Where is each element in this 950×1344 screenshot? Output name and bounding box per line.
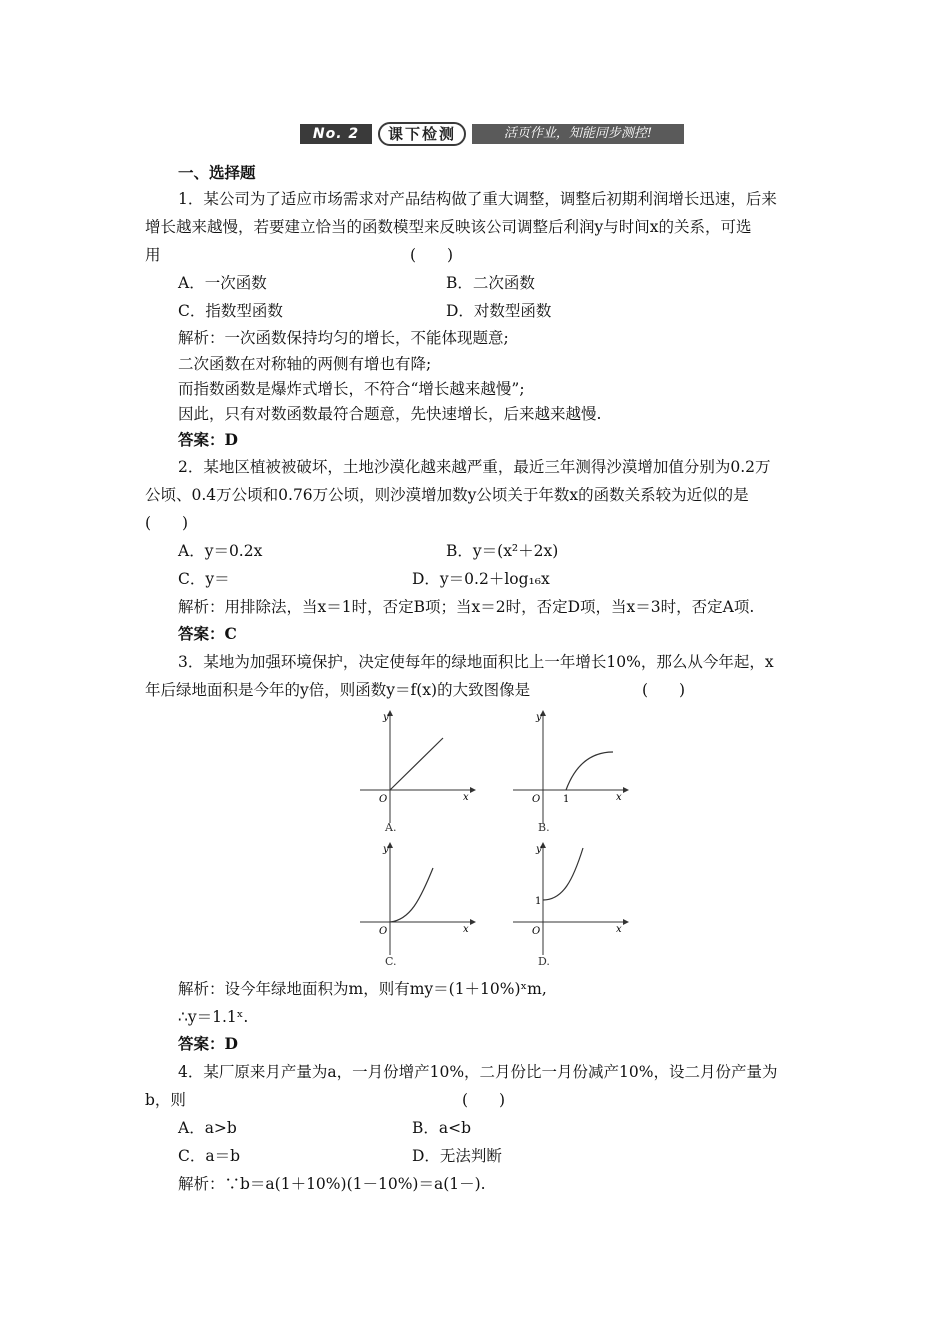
graph-b-tick-1: 1 [563,794,570,805]
q2-option-b: B．y＝(x²＋2x) [446,542,559,560]
q1-option-c: C．指数型函数 [178,302,283,320]
q4-stem-1: 4．某厂原来月产量为a，一月份增产10%，二月份比一月份减产10%，设二月份产量为 [178,1063,778,1081]
q1-analysis-1: 解析：一次函数保持均匀的增长，不能体现题意; [178,329,509,347]
graph-c-x-label: x [463,924,469,935]
graph-d-origin: O [532,926,541,937]
q3-answer-paren: ( ) [642,681,686,699]
graph-a-y-label: y [383,712,389,723]
q3-stem-1: 3．某地为加强环境保护，决定使每年的绿地面积比上一年增长10%，那么从今年起，x [178,653,774,671]
graph-a-curve [390,738,443,790]
q1-analysis-2: 二次函数在对称轴的两侧有增也有降; [178,355,432,373]
graph-d-tick-1: 1 [535,896,542,907]
banner-subtitle: 活页作业，知能同步测控! [472,124,684,144]
graph-d-svg [508,840,633,970]
q4-answer-paren: ( ) [462,1091,506,1109]
graph-b-curve [566,752,613,790]
q4-stem-2: b，则 [145,1091,186,1109]
q1-analysis-3: 而指数函数是爆炸式增长，不符合“增长越来越慢”; [178,380,525,398]
graph-d-curve [543,848,583,900]
q2-stem-2: 公顷、0.4万公顷和0.76万公顷，则沙漠增加数y公顷关于年数x的函数关系较为近似的是 [145,486,749,504]
graph-c-y-label: y [383,844,389,855]
graph-c-curve [390,868,433,922]
q4-option-b: B．a<b [412,1119,472,1137]
graph-c-origin: O [379,926,388,937]
q3-analysis-2: ∴y＝1.1ˣ. [178,1008,249,1026]
q2-stem-3: ( ) [145,514,189,532]
graph-a-x-label: x [463,792,469,803]
q2-option-c: C．y＝ [178,570,230,588]
graph-b-origin: O [532,794,541,805]
section-heading: 一、选择题 [178,163,256,182]
q1-option-d: D．对数型函数 [446,302,552,320]
graph-b [508,708,633,838]
graph-a-svg [355,708,480,838]
q2-option-a: A．y＝0.2x [178,542,263,560]
q1-option-a: A．一次函数 [178,274,267,292]
graph-a-origin: O [379,794,388,805]
q1-stem-3: 用 [145,246,161,264]
banner-number: No. 2 [300,124,372,144]
q3-analysis-1: 解析：设今年绿地面积为m，则有my＝(1＋10%)ˣm, [178,980,547,998]
q3-stem-2: 年后绿地面积是今年的y倍，则函数y＝f(x)的大致图像是 [145,681,531,699]
graph-b-x-label: x [616,792,622,803]
graph-a [355,708,480,838]
graph-d [508,840,633,970]
q3-answer: 答案：D [178,1034,238,1053]
graph-b-svg [508,708,633,838]
q1-answer: 答案：D [178,430,238,449]
q1-answer-paren: ( ) [410,246,454,264]
q2-stem-1: 2．某地区植被被破坏，土地沙漠化越来越严重，最近三年测得沙漠增加值分别为0.2万 [178,458,771,476]
graph-c [355,840,480,970]
q4-analysis: 解析：∵b＝a(1＋10%)(1－10%)＝a(1－). [178,1175,486,1193]
graph-d-caption: D. [538,955,550,968]
lesson-banner [300,122,685,146]
q2-analysis: 解析：用排除法，当x＝1时，否定B项；当x＝2时，否定D项，当x＝3时，否定A项. [178,598,755,616]
graph-a-caption: A. [385,821,397,834]
q4-option-a: A．a>b [178,1119,237,1137]
graph-c-svg [355,840,480,970]
graph-c-caption: C. [385,955,397,968]
graph-b-y-label: y [536,712,542,723]
q1-stem-2: 增长越来越慢，若要建立恰当的函数模型来反映该公司调整后利润y与时间x的关系，可选 [145,218,752,236]
banner-title: 课下检测 [378,122,466,146]
q4-option-d: D．无法判断 [412,1147,502,1165]
graph-b-caption: B. [538,821,550,834]
graph-d-y-label: y [536,844,542,855]
q2-answer: 答案：C [178,624,237,643]
q4-option-c: C．a＝b [178,1147,241,1165]
q1-analysis-4: 因此，只有对数函数最符合题意，先快速增长，后来越来越慢. [178,405,602,423]
q1-option-b: B．二次函数 [446,274,535,292]
graph-d-x-label: x [616,924,622,935]
q1-stem-1: 1．某公司为了适应市场需求对产品结构做了重大调整，调整后初期利润增长迅速，后来 [178,190,777,208]
q2-option-d: D．y＝0.2＋log₁₆x [412,570,550,588]
